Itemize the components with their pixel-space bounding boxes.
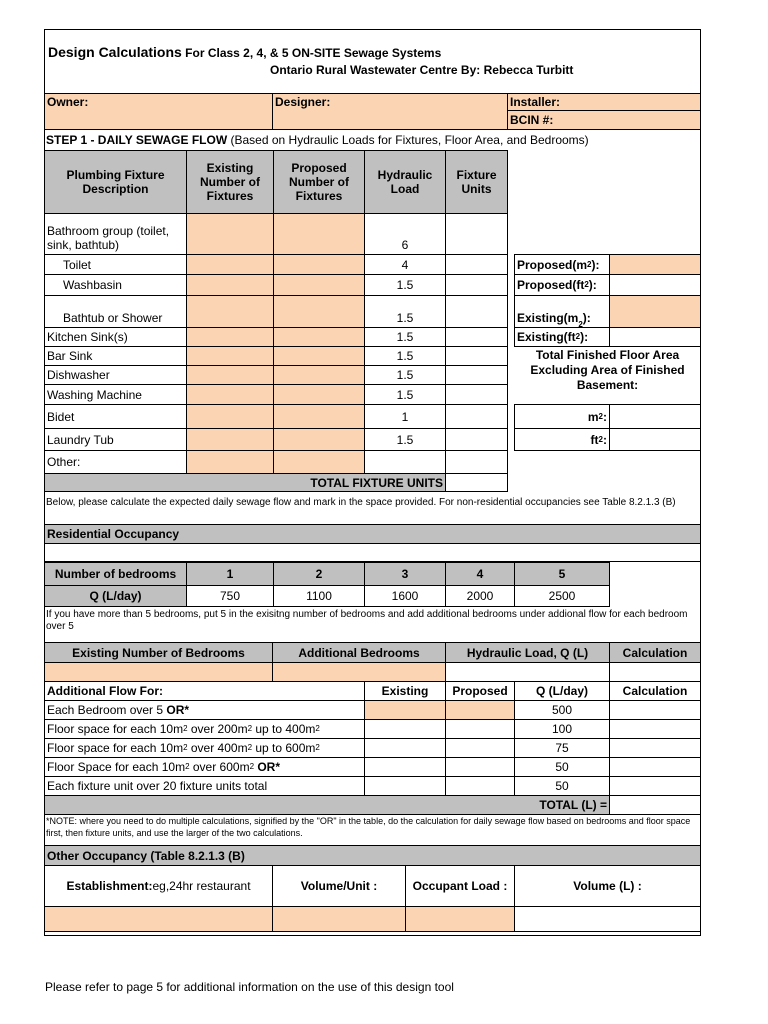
floor-ft2-value[interactable]	[609, 428, 701, 451]
instruction-note: Below, please calculate the expected daily sewage flow and mark in the space provided. For non-residential occupancies see Table 8.2.1.3 (B)	[46, 497, 676, 508]
designer-field[interactable]: Designer:	[272, 93, 508, 130]
flow-existing-input[interactable]	[364, 738, 446, 758]
occupant-load-input[interactable]	[405, 906, 515, 932]
existing-input[interactable]	[186, 213, 274, 255]
existing-ft2-value[interactable]	[609, 327, 701, 347]
col-fixture-units: Fixture Units	[445, 150, 508, 214]
col-q-lday: Q (L/day)	[514, 681, 610, 701]
volume-unit-label: Volume/Unit :	[272, 865, 406, 907]
hydraulic-load: 6	[364, 213, 446, 255]
proposed-input[interactable]	[273, 274, 365, 296]
owner-field[interactable]: Owner:	[44, 93, 273, 130]
flow-calculation[interactable]	[609, 757, 701, 777]
flow-q-value: 50	[514, 757, 610, 777]
fixture-units[interactable]	[445, 274, 508, 296]
residential-occupancy-title: Residential Occupancy	[44, 524, 701, 544]
fixture-desc: Bathtub or Shower	[44, 295, 187, 328]
form-subtitle: Ontario Rural Wastewater Centre By: Rebecca Turbitt	[270, 63, 574, 77]
proposed-input[interactable]	[273, 365, 365, 385]
existing-input[interactable]	[186, 295, 274, 328]
existing-input[interactable]	[186, 384, 274, 405]
proposed-input[interactable]	[273, 254, 365, 275]
col-existing-bedrooms: Existing Number of Bedrooms	[44, 642, 273, 663]
proposed-ft2-label: Proposed(ft 2 ):	[514, 274, 610, 296]
fixture-units[interactable]	[445, 404, 508, 429]
establishment-label: Establishment: eg,24hr restaurant	[44, 865, 273, 907]
proposed-input[interactable]	[273, 384, 365, 405]
hydraulic-load: 1	[364, 404, 446, 429]
establishment-input[interactable]	[44, 906, 273, 932]
occupant-load-label: Occupant Load :	[405, 865, 515, 907]
total-fixture-units-value[interactable]	[445, 473, 508, 492]
total-l-label: TOTAL (L) =	[44, 795, 610, 815]
flow-calculation[interactable]	[609, 776, 701, 796]
additional-bedrooms-input[interactable]	[272, 662, 446, 682]
hydraulic-load	[364, 450, 446, 474]
proposed-ft2-value[interactable]	[609, 274, 701, 296]
bedroom-count: 1	[186, 562, 274, 586]
flow-row-label: Each fixture unit over 20 fixture units total	[44, 776, 365, 796]
fixture-desc: Kitchen Sink(s)	[44, 327, 187, 347]
hydraulic-load-value[interactable]	[445, 662, 610, 682]
bedrooms-label: Number of bedrooms	[44, 562, 187, 586]
bedroom-count: 4	[445, 562, 515, 586]
flow-proposed-input[interactable]	[445, 719, 515, 739]
proposed-m2-label: Proposed(m 2 ):	[514, 254, 610, 275]
multiple-calc-note: *NOTE: where you need to do multiple calculations, signified by the "OR" in the table, do the calculation for daily sewage flow based on bedrooms and floor space first, then fixture units, and use the larger of the two calculations.	[46, 816, 691, 838]
total-floor-area-label: Total Finished Floor Area Excluding Area of Finished Basement:	[530, 348, 685, 392]
flow-existing-input[interactable]	[364, 700, 446, 720]
hydraulic-load: 1.5	[364, 346, 446, 366]
flow-calculation[interactable]	[609, 738, 701, 758]
floor-ft2-label: ft 2 :	[514, 428, 610, 451]
hydraulic-load: 1.5	[364, 274, 446, 296]
bedroom-count: 3	[364, 562, 446, 586]
volume-l-value[interactable]	[514, 906, 701, 932]
existing-input[interactable]	[186, 254, 274, 275]
hydraulic-load: 1.5	[364, 327, 446, 347]
hydraulic-load: 1.5	[364, 384, 446, 405]
col-proposed-fixtures: Proposed Number of Fixtures	[273, 150, 365, 214]
q-value: 1600	[364, 585, 446, 607]
fixture-desc: Bar Sink	[44, 346, 187, 366]
flow-row-label: Floor Space for each 10m 2 over 600m 2 OR*	[44, 757, 365, 777]
existing-input[interactable]	[186, 404, 274, 429]
fixture-desc: Bathroom group (toilet, sink, bathtub)	[44, 213, 187, 255]
bedroom-count: 2	[273, 562, 365, 586]
bedroom-note: If you have more than 5 bedrooms, put 5 in the exisitng number of bedrooms and add additional bedrooms under addional flow for each bedroom over 5	[46, 609, 688, 632]
total-fixture-units-label: TOTAL FIXTURE UNITS	[44, 473, 446, 492]
fixture-desc: Other:	[44, 450, 187, 474]
step1-title: STEP 1 - DAILY SEWAGE FLOW (Based on Hydraulic Loads for Fixtures, Floor Area, and Bedrooms)	[46, 133, 589, 147]
volume-l-label: Volume (L) :	[514, 865, 701, 907]
q-value: 2000	[445, 585, 515, 607]
hydraulic-load: 1.5	[364, 295, 446, 328]
flow-q-value: 50	[514, 776, 610, 796]
col-existing: Existing	[364, 681, 446, 701]
flow-proposed-input[interactable]	[445, 757, 515, 777]
flow-proposed-input[interactable]	[445, 700, 515, 720]
proposed-m2-input[interactable]	[609, 254, 701, 275]
total-l-value[interactable]	[609, 795, 701, 815]
col-existing-fixtures: Existing Number of Fixtures	[186, 150, 274, 214]
fixture-desc: Laundry Tub	[44, 428, 187, 451]
hydraulic-load: 1.5	[364, 428, 446, 451]
fixture-units[interactable]	[445, 327, 508, 347]
flow-q-value: 100	[514, 719, 610, 739]
bedroom-count: 5	[514, 562, 610, 586]
additional-flow-header: Additional Flow For:	[44, 681, 365, 701]
form-title: Design Calculations For Class 2, 4, & 5 ON-SITE Sewage Systems	[48, 44, 442, 60]
fixture-units[interactable]	[445, 346, 508, 366]
blank-row	[44, 543, 701, 562]
fixture-units[interactable]	[445, 365, 508, 385]
proposed-input[interactable]	[273, 327, 365, 347]
existing-input[interactable]	[186, 327, 274, 347]
fixture-desc: Dishwasher	[44, 365, 187, 385]
flow-existing-input[interactable]	[364, 776, 446, 796]
existing-ft2-label: Existing(ft 2 ):	[514, 327, 610, 347]
flow-proposed-input[interactable]	[445, 738, 515, 758]
flow-proposed-input[interactable]	[445, 776, 515, 796]
existing-m2-label: Existing(m 2 ):	[514, 295, 610, 328]
bcin-field[interactable]: BCIN #:	[507, 110, 701, 130]
flow-row-label: Floor space for each 10m 2 over 200m 2 up to 400m 2	[44, 719, 365, 739]
flow-q-value: 500	[514, 700, 610, 720]
existing-input[interactable]	[186, 346, 274, 366]
fixture-units[interactable]	[445, 295, 508, 328]
flow-calculation[interactable]	[609, 719, 701, 739]
existing-m2-input[interactable]	[609, 295, 701, 328]
fixture-desc: Toilet	[44, 254, 187, 275]
q-value: 750	[186, 585, 274, 607]
flow-existing-input[interactable]	[364, 719, 446, 739]
proposed-input[interactable]	[273, 450, 365, 474]
existing-input[interactable]	[186, 450, 274, 474]
floor-m2-value[interactable]	[609, 404, 701, 429]
calculation-value[interactable]	[609, 662, 701, 682]
floor-m2-label: m 2 :	[514, 404, 610, 429]
col-fixture-description: Plumbing Fixture Description	[44, 150, 187, 214]
fixture-units[interactable]	[445, 254, 508, 275]
fixture-desc: Washbasin	[44, 274, 187, 296]
fixture-units[interactable]	[445, 213, 508, 255]
fixture-units[interactable]	[445, 384, 508, 405]
col-additional-bedrooms: Additional Bedrooms	[272, 642, 446, 663]
existing-bedrooms-input[interactable]	[44, 662, 273, 682]
fixture-desc: Washing Machine	[44, 384, 187, 405]
q-value: 1100	[273, 585, 365, 607]
flow-q-value: 75	[514, 738, 610, 758]
hydraulic-load: 4	[364, 254, 446, 275]
flow-row-label: Each Bedroom over 5 OR*	[44, 700, 365, 720]
proposed-input[interactable]	[273, 213, 365, 255]
flow-calculation[interactable]	[609, 700, 701, 720]
flow-existing-input[interactable]	[364, 757, 446, 777]
existing-input[interactable]	[186, 428, 274, 451]
q-value: 2500	[514, 585, 610, 607]
fixture-desc: Bidet	[44, 404, 187, 429]
q-label: Q (L/day)	[44, 585, 187, 607]
col-calculation: Calculation	[609, 681, 701, 701]
fixture-units[interactable]	[445, 450, 508, 474]
existing-input[interactable]	[186, 365, 274, 385]
footer-note: Please refer to page 5 for additional information on the use of this design tool	[45, 980, 454, 994]
hydraulic-load: 1.5	[364, 365, 446, 385]
existing-input[interactable]	[186, 274, 274, 296]
volume-unit-input[interactable]	[272, 906, 406, 932]
proposed-input[interactable]	[273, 295, 365, 328]
col-hydraulic-load: Hydraulic Load	[364, 150, 446, 214]
col-hydraulic-load-q: Hydraulic Load, Q (L)	[445, 642, 610, 663]
other-occupancy-title: Other Occupancy (Table 8.2.1.3 (B)	[44, 845, 701, 866]
proposed-input[interactable]	[273, 404, 365, 429]
proposed-input[interactable]	[273, 346, 365, 366]
col-calculation: Calculation	[609, 642, 701, 663]
flow-row-label: Floor space for each 10m 2 over 400m 2 up to 600m 2	[44, 738, 365, 758]
installer-field[interactable]: Installer:	[507, 93, 701, 111]
proposed-input[interactable]	[273, 428, 365, 451]
fixture-units[interactable]	[445, 428, 508, 451]
col-proposed: Proposed	[445, 681, 515, 701]
